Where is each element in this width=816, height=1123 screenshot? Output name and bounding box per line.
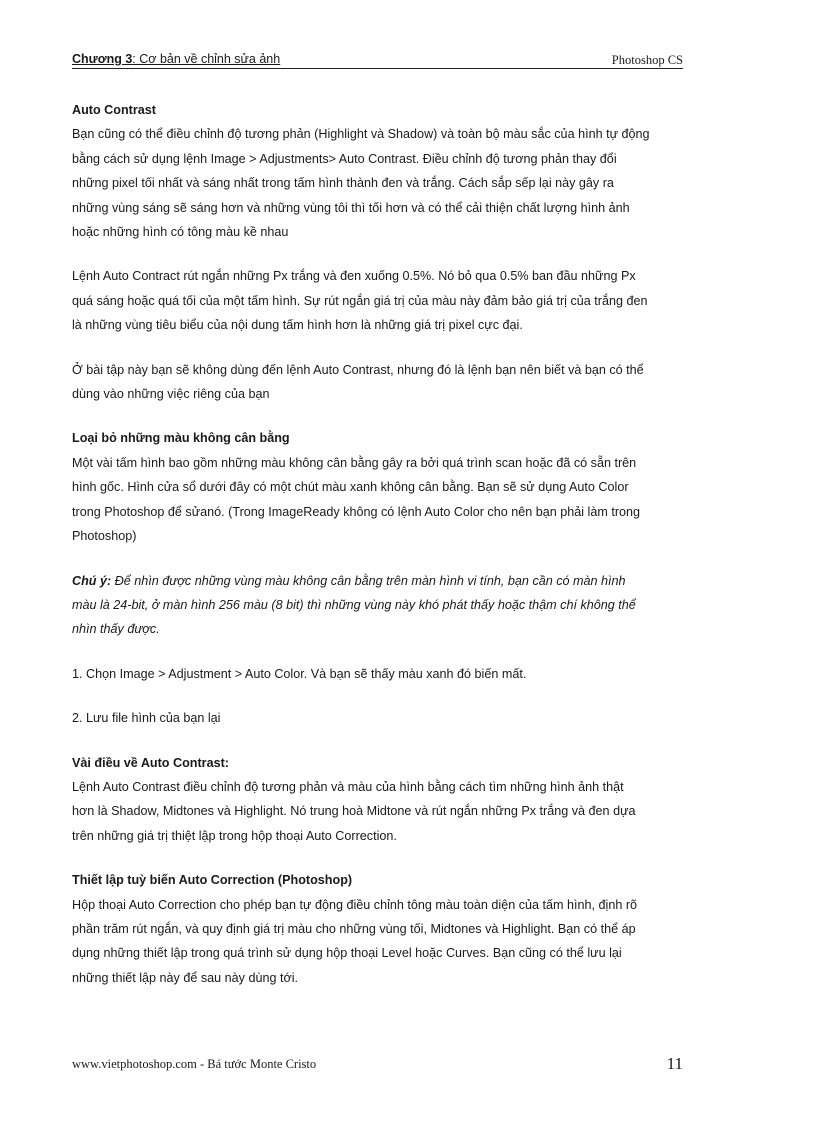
paragraph-line: Ở bài tập này bạn sẽ không dùng đến lệnh Auto Contrast, nhưng đó là lệnh bạn nên biết và bạn có thể	[72, 362, 644, 377]
paragraph-line: quá sáng hoặc quá tối của một tấm hình. Sự rút ngắn giá trị của màu này đảm bảo giá trị của trắng đen	[72, 293, 648, 308]
paragraph-line: những thiết lập này để sau này dùng tới.	[72, 970, 299, 985]
note-line: màu là 24-bit, ở màn hình 256 màu (8 bit) thì những vùng này khó phát thấy hoặc thậm chí không thể	[72, 597, 636, 612]
chapter-heading	[72, 52, 280, 66]
paragraph-line: phần trăm rút ngắn, và quy định giá trị màu cho những vùng tối, Midtones và Highlight. Bạn có thể áp	[72, 921, 636, 936]
paragraph-line: Một vài tấm hình bao gồm những màu không cân bằng gây ra bởi quá trình scan hoặc đã có sẵn trên	[72, 455, 637, 470]
paragraph-gap	[72, 642, 692, 662]
step-1: 1. Chọn Image > Adjustment > Auto Color. Và bạn sẽ thấy màu xanh đó biến mất.	[72, 666, 527, 681]
paragraph-line: Lệnh Auto Contract rút ngắn những Px trắng và đen xuống 0.5%. Nó bỏ qua 0.5% ban đầu những Px	[72, 269, 636, 284]
paragraph-gap	[72, 686, 692, 706]
note-label: Chú ý:	[72, 573, 112, 588]
paragraph-gap	[72, 338, 692, 358]
paragraph-line: dụng những thiết lập trong quá trình sử dụng hộp thoại Level hoặc Curves. Bạn cũng có thể lưu lại	[72, 946, 622, 961]
section-heading-auto-correction: Thiết lập tuỳ biến Auto Correction (Photoshop)	[72, 873, 353, 888]
chapter-title: : Cơ bản về chỉnh sửa ảnh	[132, 52, 281, 66]
paragraph-line: hoặc những hình có tông màu kề nhau	[72, 225, 289, 240]
paragraph-line: những vùng sáng sẽ sáng hơn và những vùng tôi thì tối hơn và có thể cải thiện chất lượng hình ảnh	[72, 200, 630, 215]
footer-site: www.vietphotoshop.com - Bá tước Monte Cristo	[72, 1057, 317, 1071]
paragraph-line: trong Photoshop để sửanó. (Trong ImageReady không có lệnh Auto Color cho nên bạn phải làm trong	[72, 504, 641, 519]
note-text: Để nhìn được những vùng màu không cân bằng trên màn hình vi tính, bạn cần có màn hình	[111, 573, 626, 588]
section-heading-color-balance: Loại bỏ những màu không cân bằng	[72, 431, 290, 446]
paragraph-line: Lệnh Auto Contrast điều chỉnh độ tương phản và màu của hình bằng cách tìm những hình ảnh thật	[72, 779, 624, 794]
paragraph-line: trên những giá trị thiệt lập trong hộp thoại Auto Correction.	[72, 828, 397, 843]
step-2: 2. Lưu file hình của bạn lại	[72, 711, 221, 726]
note-line: nhìn thấy được.	[72, 622, 160, 637]
paragraph-line: là những vùng tiêu biểu của nội dung tấm hình hơn là những giá trị pixel cực đại.	[72, 318, 523, 333]
paragraph-line: Photoshop)	[72, 529, 137, 544]
paragraph-gap	[72, 406, 692, 426]
page-header	[72, 52, 683, 69]
paragraph-gap	[72, 731, 692, 751]
page-footer	[72, 1054, 683, 1076]
chapter-label: Chương 3	[72, 52, 133, 66]
paragraph-gap	[72, 848, 692, 868]
paragraph-line: bằng cách sử dụng lệnh Image > Adjustments> Auto Contrast. Điều chỉnh độ tương phản thay đổi	[72, 151, 617, 166]
paragraph-line: hơn là Shadow, Midtones và Highlight. Nó trung hoà Midtone và rút ngắn những Px trắng và đen dựa	[72, 804, 636, 819]
paragraph-line: những pixel tối nhất và sáng nhất trong tấm hình thành đen và trắng. Cách sắp sếp lại này gây ra	[72, 176, 614, 191]
paragraph-gap	[72, 549, 692, 569]
paragraph-line: Hộp thoại Auto Correction cho phép bạn tự động điều chỉnh tông màu toàn diện của tấm hình, định rõ	[72, 897, 638, 912]
page-content	[72, 98, 692, 990]
page-number: 11	[666, 1054, 683, 1073]
note-line	[72, 569, 692, 593]
section-heading-about-auto-contrast: Vài điều về Auto Contrast:	[72, 755, 229, 770]
paragraph-line: Bạn cũng có thể điều chỉnh độ tương phản (Highlight và Shadow) và toàn bộ màu sắc của hình tự động	[72, 127, 650, 142]
paragraph-gap	[72, 244, 692, 264]
paragraph-line: hình gốc. Hình cửa sổ dưới đây có một chút màu xanh không cân bằng. Bạn sẽ sử dụng Auto Color	[72, 480, 629, 495]
header-app-name: Photoshop CS	[611, 53, 683, 67]
section-heading-auto-contrast: Auto Contrast	[72, 103, 156, 117]
paragraph-line: dùng vào những việc riêng của bạn	[72, 387, 270, 402]
